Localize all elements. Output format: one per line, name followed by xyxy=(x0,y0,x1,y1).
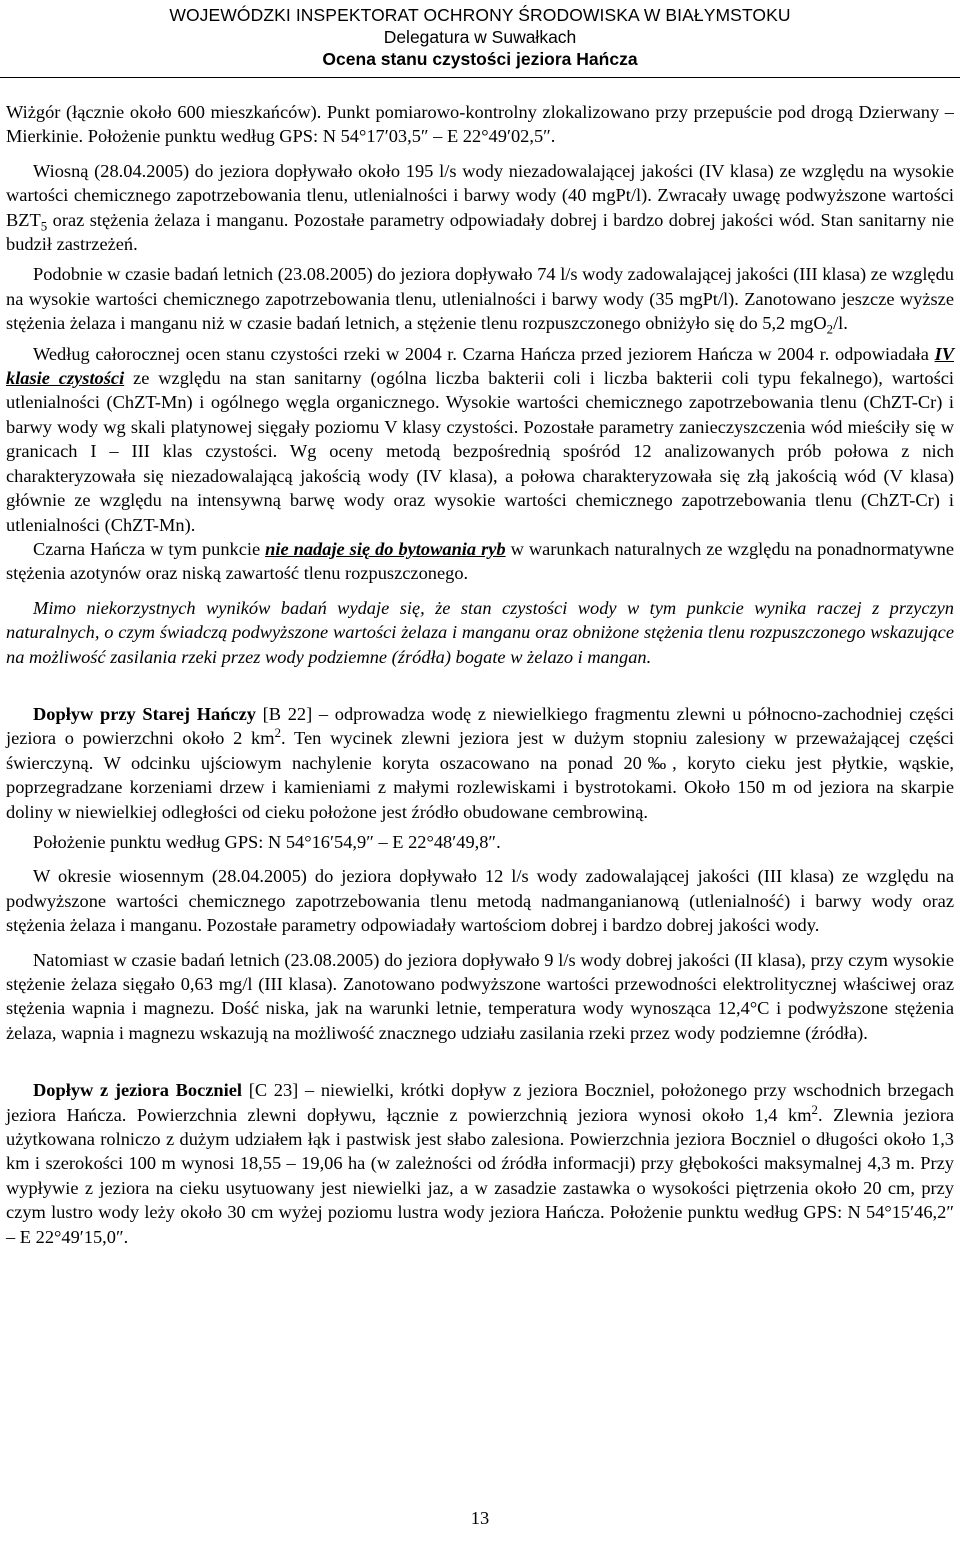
header-delegation: Delegatura w Suwałkach xyxy=(383,27,577,47)
document-body xyxy=(6,100,954,1249)
header-institution: WOJEWÓDZKI INSPEKTORAT OCHRONY ŚRODOWISKA W BIAŁYMSTOKU xyxy=(169,5,791,25)
paragraph-gps-position: Położenie punktu według GPS: N 54°16′54,9″ – E 22°48′49,8″. xyxy=(33,831,501,852)
paragraph-spring-period: W okresie wiosennym (28.04.2005) do jeziora dopływało 12 l/s wody zadowalającej jakości (III klasa) ze względu na podwyższone wartości chemicznego zapotrzebowania tlenu metodą nadmanganianową (utlenialność) i barwy wody oraz stężenia żelaza i manganu. Pozostałe parametry odpowiadały wartościom dobrej i bardzo dobrej jakości wody. xyxy=(6,866,954,936)
paragraph-fish-suitability: Czarna Hańcza w tym punkcie nie nadaje się do bytowania ryb w warunkach naturalnych ze względu na ponadnormatywne stężenia azotynów oraz niską zawartość tlenu rozpuszczonego. xyxy=(6,538,954,584)
paragraph-summer-results: Podobnie w czasie badań letnich (23.08.2005) do jeziora dopływało 74 l/s wody zadowalającej jakości (III klasa) ze względu na wysokie wartości chemicznego zapotrzebowania tlenu, utlenialności i barwy wody (35 mgPt/l). Zanotowano jeszcze wyższe stężenia żelaza i manganu niż w czasie badań letnich, a stężenie tlenu rozpuszczonego obniżyło się do 5,2 mgO$_2$/l. xyxy=(6,264,954,337)
paragraph-annual-assessment: Według całorocznej ocen stanu czystości rzeki w 2004 r. Czarna Hańcza przed jeziorem Hańcza w 2004 r. odpowiadała IV klasie czystości ze względu na stan sanitarny (ogólna liczba bakterii coli i liczba bakterii coli typu fekalnego), wartości utlenialności (ChZT-Mn) i ogólnego węgla organicznego. Wysokie wartości chemicznego zapotrzebowania tlenu (ChZT-Cr) i barwy wody wg skali platynowej sięgały poziomu V klasy czystości. Pozostałe parametry zanieczyszczenia wód mieściły się w granicach I – III klas czystości. Wg oceny metodą bezpośrednią spośród 12 analizowanych prób połowa z nich charakteryzowała się niezadowalającą jakością wody (IV klasa), a połowa charakteryzowała się złą jakością wód (V klasa) głównie ze względu na intensywną barwę wody oraz wysokie wartości chemicznego zapotrzebowania tlenu (ChZT-Cr) i utlenialności (ChZT-Mn). xyxy=(6,343,955,535)
page-number: 13 xyxy=(470,1508,490,1528)
paragraph-stara-hancza-inflow: Dopływ przy Starej Hańczy [B 22] – odprowadza wodę z niewielkiego fragmentu zlewni u północno-zachodniej części jeziora o powierzchni około 2 $km^2$. Ten wycinek zlewni jeziora jest w dużym stopniu zalesiony w przeważającej części świerczyną. W odcinku ujściowym nachylenie koryta oszacowano na ponad 20‰, koryto cieku jest płytkie, wąskie, poprzegradzane korzeniami drzew i kamieniami z małymi rozlewiskami i bystrotokami. Około 150 m od jeziora na skarpie doliny w niewielkiej odległości od cieku położone jest źródło obudowane cembrowiną. xyxy=(6,703,954,822)
paragraph-conclusion: Mimo niekorzystnych wyników badań wydaje się, że stan czystości wody w tym punkcie wynika raczej z przyczyn naturalnych, o czym świadczą podwyższone wartości żelaza i manganu oraz obniżone stężenia tlenu rozpuszczonego wskazujące na możliwość zasilania rzeki przez wody podziemne (źródła) bogate w żelazo i mangan. xyxy=(6,597,954,667)
paragraph-boczniel-inflow: Dopływ z jeziora Boczniel [C 23] – niewielki, krótki dopływ z jeziora Boczniel, położonego przy wschodnich brzegach jeziora Hańcza. Powierzchnia zlewni dopływu, łącznie z powierzchnią jeziora wynosi około 1,4 $km^2$. Zlewnia jeziora użytkowana rolniczo z dużym udziałem łąk i pastwisk jest słabo zalesiona. Powierzchnia jeziora Boczniel o długości około 1,3 km i szerokości 100 m wynosi 18,55 – 19,06 ha (w zależności od źródła informacji) przy głębokości maksymalnej 4,3 m. Przy wypływie z jeziora na cieku usytuowany jest niewielki jaz, a w zasadzie zastawka o wysokości piętrzenia około 20 cm, przy czym lustro wody leży około 30 cm wyżej poziomu lustra wody jeziora Hańcza. Położenie punktu według GPS: N 54°15′46,2″ – E 22°49′15,0″. xyxy=(6,1080,954,1247)
paragraph-1: Wiżgór (łącznie około 600 mieszkańców). Punkt pomiarowo-kontrolny zlokalizowano przy przepuście pod drogą Dzierwany – Mierkinie. Położenie punktu według GPS: N 54°17′03,5″ – E 22°49′02,5″. xyxy=(6,102,954,147)
page-header xyxy=(0,4,960,70)
paragraph-summer-period: Natomiast w czasie badań letnich (23.08.2005) do jeziora dopływało 9 l/s wody dobrej jakości (II klasa), przy czym wysokie stężenie żelaza sięgało 0,63 mg/l (III klasa). Zanotowano podwyższone wartości przewodności elektrolitycznej właściwej oraz stężenia wapnia i magnezu. Dość niska, jak na warunki letnie, temperatura wody wynosząca 12,4°C i podwyższone stężenia żelaza, wapnia i magnezu wskazują na możliwość znacznego udziału zasilania rzeki przez wody podziemne (źródła). xyxy=(6,949,954,1043)
header-report-title: Ocena stanu czystości jeziora Hańcza xyxy=(322,49,638,69)
header-rule xyxy=(0,77,960,78)
paragraph-spring-results: Wiosną (28.04.2005) do jeziora dopływało około 195 l/s wody niezadowalającej jakości (IV klasa) ze względu na wysokie wartości chemicznego zapotrzebowania tlenu, utlenialności i barwy wody (40 mgPt/l). Zwracały uwagę podwyższone wartości $BZT_5$ oraz stężenia żelaza i manganu. Pozostałe parametry odpowiadały dobrej i bardzo dobrej jakości wód. Stan sanitarny nie budził zastrzeżeń. xyxy=(6,160,954,255)
